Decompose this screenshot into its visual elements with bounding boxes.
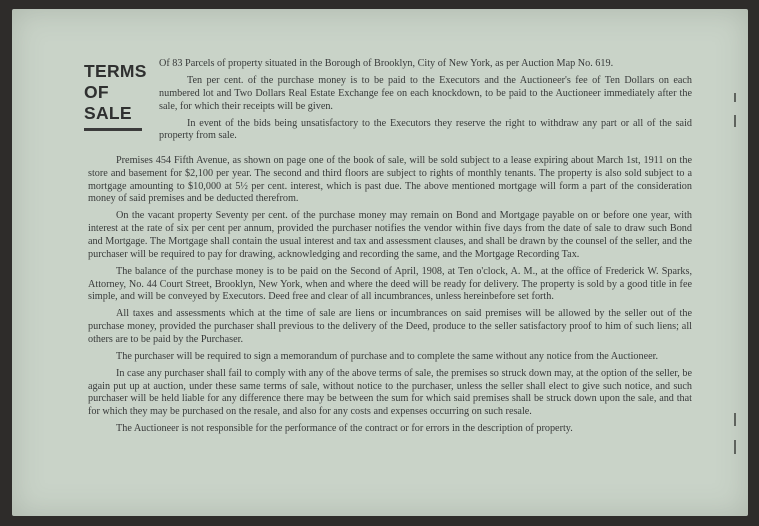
paragraph-vacant-property: On the vacant property Seventy per cent. of the purchase money may remain on Bond and Mortgage payable on or before one year, with interest at the rate of six per cent per annum, provided the purchaser notifies the vendor within five days from the date of sale to draw such Bond and Mortgage. The Mortgage shall contain the usual interest and tax and assessment clauses, and shall be drawn by the counsel of the seller, and the purchaser will be required to pay for drawing, acknowledging and recording the same, and the Mortgage Recording Tax. xyxy=(88,210,692,260)
paragraph-memorandum: The purchaser will be required to sign a memorandum of purchase and to complete the same without any notice from the Auctioneer. xyxy=(116,350,659,362)
binding-mark xyxy=(734,115,736,127)
paragraph-taxes: All taxes and assessments which at the time of sale are liens or incumbrances on said premises will be allowed by the seller out of the purchase money, provided the purchaser shall previous to the delivery of the Deed, produce to the seller satisfactory proof to him of such liens; all others are to be paid by the Purchaser. xyxy=(88,308,692,345)
paragraph-fifth-avenue: Premises 454 Fifth Avenue, as shown on page one of the book of sale, will be sold subject to a lease expiring about March 1st, 1911 on the store and basement for $2,100 per year. The second and third floors are subject to rights of monthly tenants. The property is also sold subject to a mortgage amounting to $10,000 at 5½ per cent. interest, which is past due. The above mentioned mortgage will form a part of the consideration money of said premises and be deducted therefrom. xyxy=(88,155,692,205)
paragraph-balance: The balance of the purchase money is to be paid on the Second of April, 1908, at Ten o'clock, A. M., at the office of Frederick W. Sparks, Attorney, No. 44 Court Street, Brooklyn, New York, when and where the deed will be ready for delivery. The property is sold by a good title in fee simple, and will be conveyed by Executors. Deed free and clear of all incumbrances, unless hereinbefore set forth. xyxy=(88,265,692,303)
paragraph-bids-unsatisfactory: In event of the bids being unsatisfactory to the Executors they reserve the right to withdraw any part or all of the said property from sale. xyxy=(159,117,692,142)
paragraph-auctioneer-liability: The Auctioneer is not responsible for the performance of the contract or for errors in the description of property. xyxy=(116,423,573,435)
heading-underline xyxy=(84,128,142,131)
heading-line-1: TERMS xyxy=(84,61,147,81)
binding-mark xyxy=(734,93,736,102)
binding-mark xyxy=(734,413,736,426)
main-column xyxy=(88,155,692,440)
heading-line-2: OF xyxy=(84,82,109,102)
heading-line-3: SALE xyxy=(84,103,132,123)
document-page xyxy=(12,9,748,516)
paragraph-parcels: Of 83 Parcels of property situated in the Borough of Brooklyn, City of New York, as per Auction Map No. 619. xyxy=(159,58,614,69)
terms-of-sale-heading xyxy=(84,61,146,131)
intro-column xyxy=(159,58,692,147)
binding-mark xyxy=(734,440,736,454)
paragraph-ten-per-cent: Ten per cent. of the purchase money is to be paid to the Executors and the Auctioneer's fee of Ten Dollars on each numbered lot and Two Dollars Real Estate Exchange fee on each knockdown, to be paid to the Auctioneer immediately after the sale, for which their receipts will be given. xyxy=(159,74,692,112)
paragraph-failure-to-comply: In case any purchaser shall fail to comply with any of the above terms of sale, the premises so struck down may, at the option of the seller, be again put up at auction, under these same terms of sale, without notice to the purchaser, unless the seller shall elect to give such notice, and such purchaser will be held liable for any difference there may be between the sum for which said premises shall be struck down upon the sale, and that for which they may be purchased on the resale, and also for any costs and expenses occurring on such resale. xyxy=(88,367,692,418)
